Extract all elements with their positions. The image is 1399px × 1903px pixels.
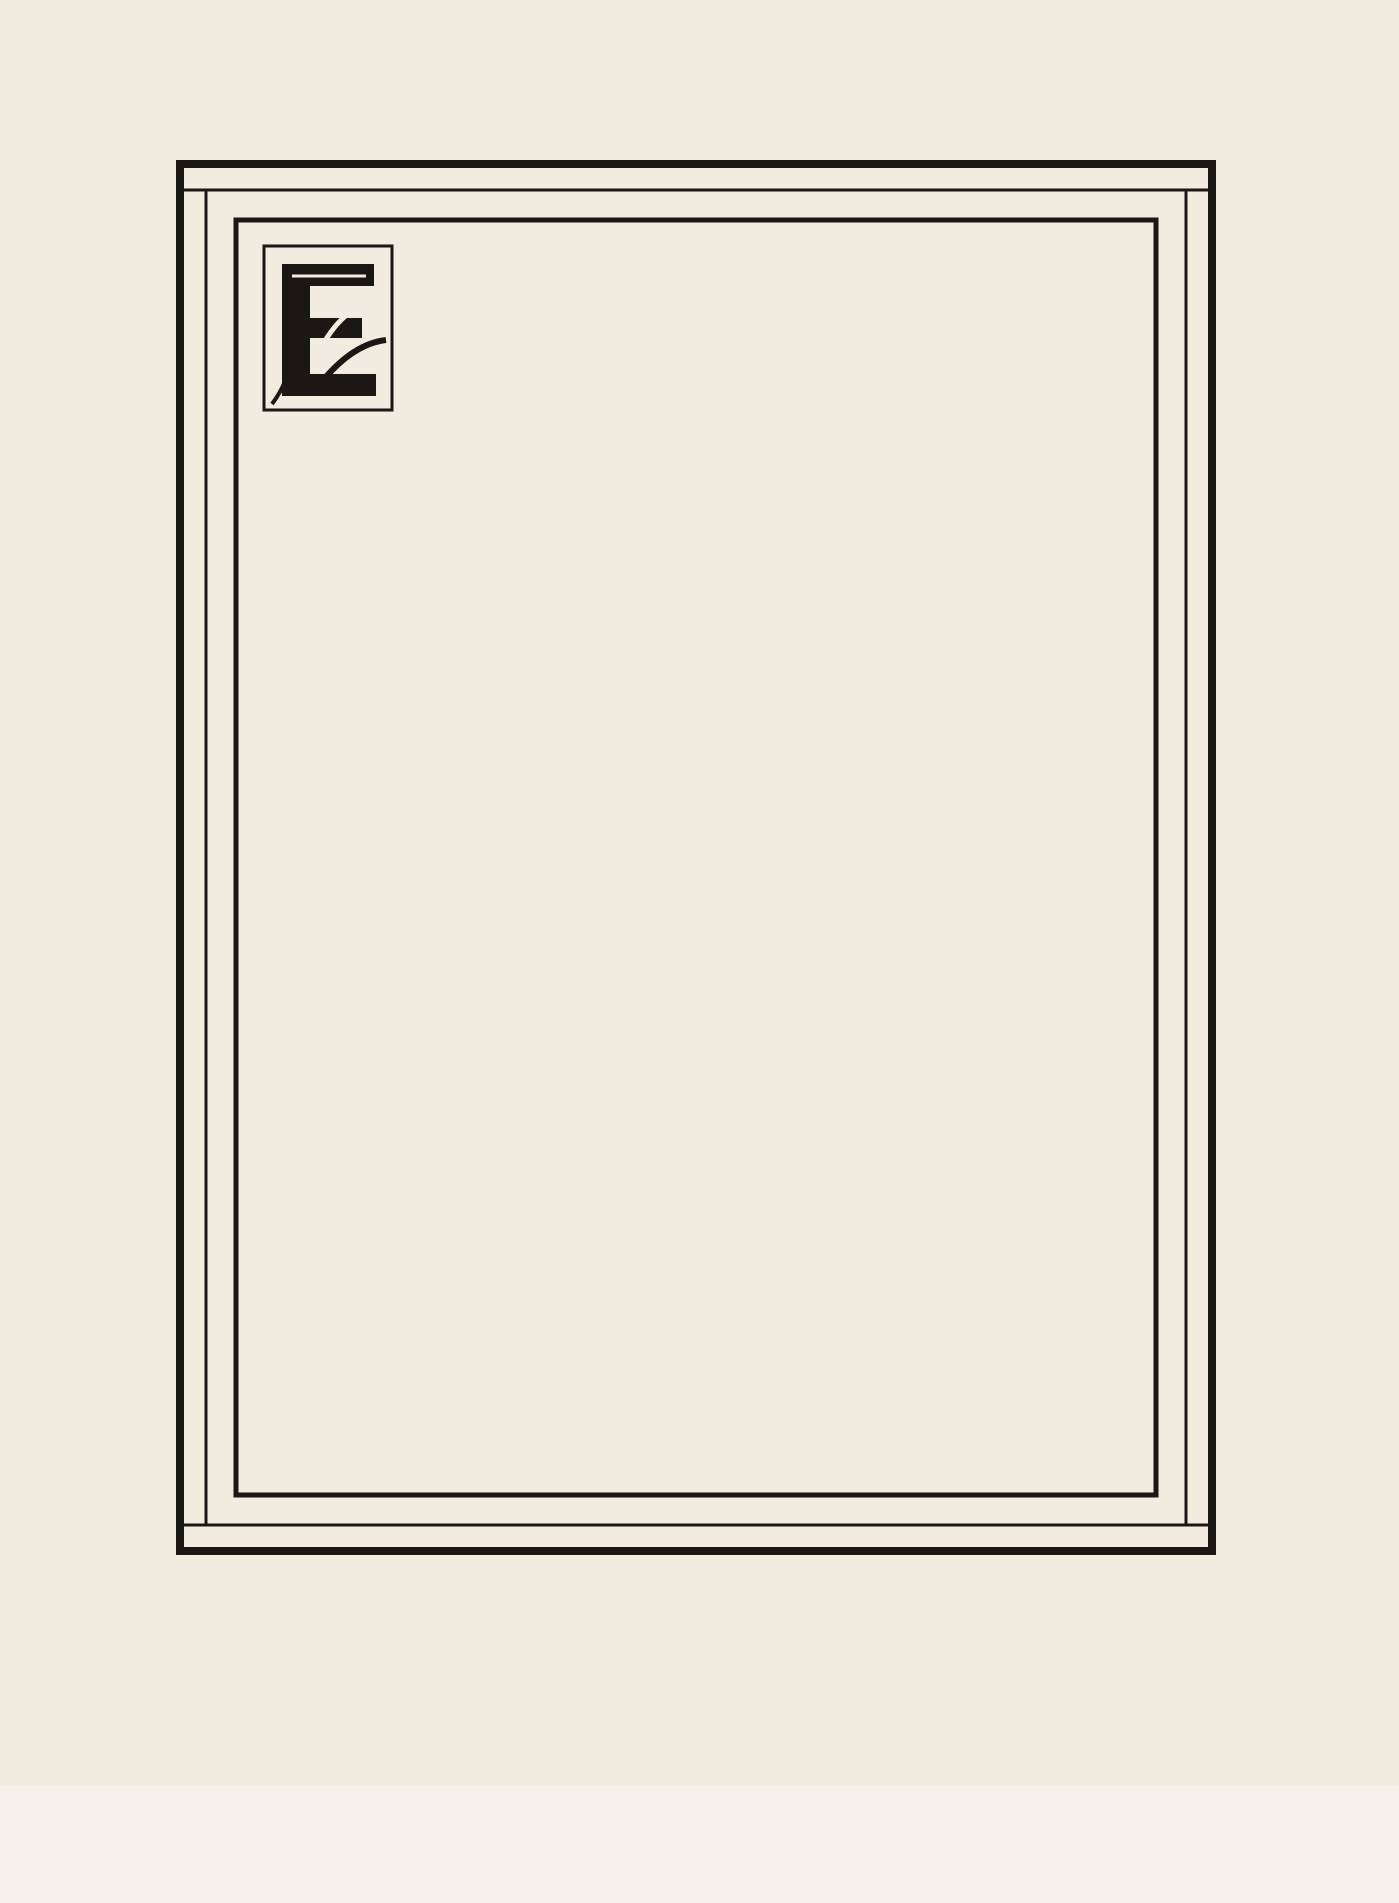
drop-cap-ornament-icon [262,244,394,412]
university-library-logo-icon [22,1812,72,1876]
ornamental-frame [176,160,1216,1555]
footer-bar [0,1785,1399,1903]
editorial-text [262,242,1134,1472]
